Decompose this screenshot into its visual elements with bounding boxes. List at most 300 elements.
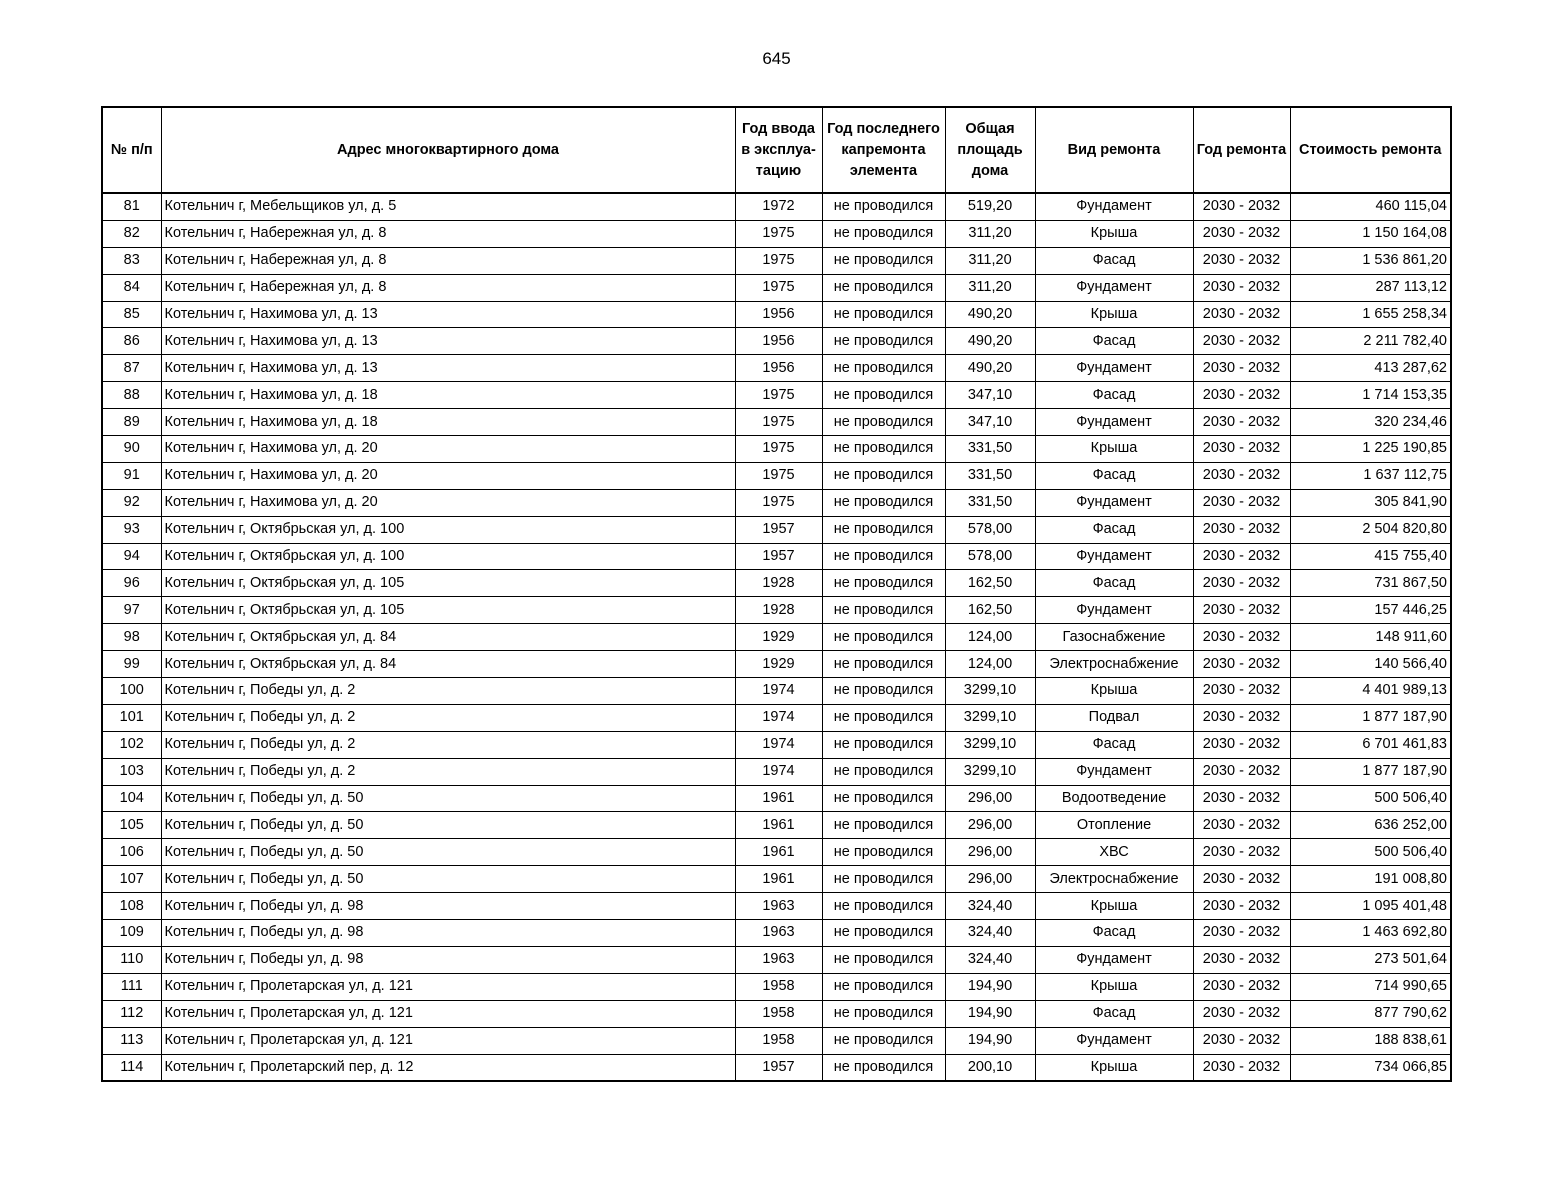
cell-year-built: 1975 xyxy=(735,274,822,301)
cell-last-repair: не проводился xyxy=(822,624,945,651)
page-number: 645 xyxy=(762,49,791,68)
cell-repair-year: 2030 - 2032 xyxy=(1193,516,1290,543)
cell-area: 162,50 xyxy=(945,597,1035,624)
cell-cost: 188 838,61 xyxy=(1290,1027,1451,1054)
cell-num: 94 xyxy=(102,543,161,570)
cell-address: Котельнич г, Нахимова ул, д. 13 xyxy=(161,355,735,382)
cell-num: 106 xyxy=(102,839,161,866)
cell-repair-type: Водоотведение xyxy=(1035,785,1193,812)
cell-last-repair: не проводился xyxy=(822,382,945,409)
cell-repair-type: ХВС xyxy=(1035,839,1193,866)
cell-year-built: 1975 xyxy=(735,382,822,409)
cell-year-built: 1974 xyxy=(735,758,822,785)
cell-year-built: 1957 xyxy=(735,516,822,543)
cell-address: Котельнич г, Победы ул, д. 2 xyxy=(161,731,735,758)
cell-last-repair: не проводился xyxy=(822,946,945,973)
cell-area: 3299,10 xyxy=(945,758,1035,785)
cell-repair-type: Крыша xyxy=(1035,436,1193,463)
cell-last-repair: не проводился xyxy=(822,489,945,516)
cell-area: 3299,10 xyxy=(945,678,1035,705)
cell-cost: 4 401 989,13 xyxy=(1290,678,1451,705)
cell-cost: 415 755,40 xyxy=(1290,543,1451,570)
table-row xyxy=(102,893,1451,920)
cell-address: Котельнич г, Набережная ул, д. 8 xyxy=(161,247,735,274)
cell-repair-year: 2030 - 2032 xyxy=(1193,543,1290,570)
cell-address: Котельнич г, Победы ул, д. 2 xyxy=(161,704,735,731)
cell-last-repair: не проводился xyxy=(822,893,945,920)
cell-area: 331,50 xyxy=(945,489,1035,516)
cell-repair-year: 2030 - 2032 xyxy=(1193,1000,1290,1027)
cell-year-built: 1963 xyxy=(735,946,822,973)
cell-repair-year: 2030 - 2032 xyxy=(1193,462,1290,489)
cell-repair-year: 2030 - 2032 xyxy=(1193,651,1290,678)
cell-area: 3299,10 xyxy=(945,704,1035,731)
cell-area: 311,20 xyxy=(945,274,1035,301)
cell-repair-type: Электроснабжение xyxy=(1035,866,1193,893)
repair-schedule-table xyxy=(101,106,1452,1082)
cell-area: 324,40 xyxy=(945,893,1035,920)
cell-year-built: 1956 xyxy=(735,355,822,382)
table-row xyxy=(102,812,1451,839)
cell-cost: 460 115,04 xyxy=(1290,193,1451,220)
cell-area: 324,40 xyxy=(945,946,1035,973)
cell-last-repair: не проводился xyxy=(822,355,945,382)
cell-repair-type: Крыша xyxy=(1035,893,1193,920)
cell-cost: 731 867,50 xyxy=(1290,570,1451,597)
cell-repair-type: Крыша xyxy=(1035,678,1193,705)
cell-repair-year: 2030 - 2032 xyxy=(1193,624,1290,651)
cell-num: 101 xyxy=(102,704,161,731)
cell-num: 93 xyxy=(102,516,161,543)
cell-repair-type: Крыша xyxy=(1035,301,1193,328)
cell-last-repair: не проводился xyxy=(822,570,945,597)
cell-address: Котельнич г, Победы ул, д. 98 xyxy=(161,946,735,973)
cell-last-repair: не проводился xyxy=(822,597,945,624)
cell-repair-type: Фундамент xyxy=(1035,946,1193,973)
cell-address: Котельнич г, Мебельщиков ул, д. 5 xyxy=(161,193,735,220)
cell-year-built: 1928 xyxy=(735,570,822,597)
cell-last-repair: не проводился xyxy=(822,274,945,301)
header-repair-type: Вид ремонта xyxy=(1035,107,1193,193)
cell-address: Котельнич г, Победы ул, д. 50 xyxy=(161,866,735,893)
cell-area: 311,20 xyxy=(945,220,1035,247)
cell-cost: 287 113,12 xyxy=(1290,274,1451,301)
cell-last-repair: не проводился xyxy=(822,731,945,758)
cell-num: 86 xyxy=(102,328,161,355)
cell-repair-year: 2030 - 2032 xyxy=(1193,1054,1290,1081)
cell-repair-year: 2030 - 2032 xyxy=(1193,758,1290,785)
cell-cost: 320 234,46 xyxy=(1290,409,1451,436)
cell-last-repair: не проводился xyxy=(822,301,945,328)
cell-area: 324,40 xyxy=(945,920,1035,947)
cell-repair-year: 2030 - 2032 xyxy=(1193,328,1290,355)
cell-area: 347,10 xyxy=(945,382,1035,409)
cell-address: Котельнич г, Победы ул, д. 50 xyxy=(161,839,735,866)
cell-year-built: 1956 xyxy=(735,301,822,328)
cell-year-built: 1961 xyxy=(735,839,822,866)
table-row xyxy=(102,301,1451,328)
cell-repair-year: 2030 - 2032 xyxy=(1193,382,1290,409)
cell-repair-year: 2030 - 2032 xyxy=(1193,274,1290,301)
cell-cost: 734 066,85 xyxy=(1290,1054,1451,1081)
header-cost: Стоимость ремонта xyxy=(1290,107,1451,193)
cell-repair-year: 2030 - 2032 xyxy=(1193,489,1290,516)
cell-area: 124,00 xyxy=(945,651,1035,678)
cell-cost: 636 252,00 xyxy=(1290,812,1451,839)
cell-address: Котельнич г, Октябрьская ул, д. 105 xyxy=(161,570,735,597)
header-address: Адрес многоквартирного дома xyxy=(161,107,735,193)
cell-repair-year: 2030 - 2032 xyxy=(1193,409,1290,436)
cell-last-repair: не проводился xyxy=(822,839,945,866)
cell-year-built: 1961 xyxy=(735,812,822,839)
cell-area: 578,00 xyxy=(945,516,1035,543)
cell-repair-type: Подвал xyxy=(1035,704,1193,731)
cell-year-built: 1961 xyxy=(735,866,822,893)
cell-year-built: 1961 xyxy=(735,785,822,812)
header-last-repair: Год последнего капремонта элемента xyxy=(822,107,945,193)
cell-repair-year: 2030 - 2032 xyxy=(1193,920,1290,947)
table-row xyxy=(102,436,1451,463)
cell-last-repair: не проводился xyxy=(822,1027,945,1054)
cell-address: Котельнич г, Победы ул, д. 50 xyxy=(161,812,735,839)
cell-num: 111 xyxy=(102,973,161,1000)
cell-last-repair: не проводился xyxy=(822,758,945,785)
table-row xyxy=(102,543,1451,570)
cell-num: 105 xyxy=(102,812,161,839)
header-repair-year: Год ремонта xyxy=(1193,107,1290,193)
header-num: № п/п xyxy=(102,107,161,193)
cell-cost: 1 225 190,85 xyxy=(1290,436,1451,463)
cell-repair-type: Фасад xyxy=(1035,382,1193,409)
cell-repair-type: Фасад xyxy=(1035,731,1193,758)
cell-address: Котельнич г, Нахимова ул, д. 13 xyxy=(161,328,735,355)
cell-area: 331,50 xyxy=(945,462,1035,489)
cell-last-repair: не проводился xyxy=(822,1000,945,1027)
cell-last-repair: не проводился xyxy=(822,436,945,463)
header-year-built: Год ввода в эксплуа-тацию xyxy=(735,107,822,193)
cell-last-repair: не проводился xyxy=(822,462,945,489)
cell-area: 124,00 xyxy=(945,624,1035,651)
cell-cost: 305 841,90 xyxy=(1290,489,1451,516)
cell-num: 88 xyxy=(102,382,161,409)
cell-year-built: 1975 xyxy=(735,436,822,463)
cell-area: 194,90 xyxy=(945,1000,1035,1027)
cell-last-repair: не проводился xyxy=(822,651,945,678)
cell-repair-year: 2030 - 2032 xyxy=(1193,301,1290,328)
cell-cost: 1 637 112,75 xyxy=(1290,462,1451,489)
cell-last-repair: не проводился xyxy=(822,409,945,436)
cell-last-repair: не проводился xyxy=(822,328,945,355)
cell-last-repair: не проводился xyxy=(822,920,945,947)
cell-cost: 2 504 820,80 xyxy=(1290,516,1451,543)
cell-address: Котельнич г, Пролетарская ул, д. 121 xyxy=(161,1000,735,1027)
cell-cost: 273 501,64 xyxy=(1290,946,1451,973)
cell-last-repair: не проводился xyxy=(822,516,945,543)
cell-repair-type: Фасад xyxy=(1035,920,1193,947)
cell-year-built: 1975 xyxy=(735,247,822,274)
cell-repair-year: 2030 - 2032 xyxy=(1193,946,1290,973)
cell-repair-type: Фундамент xyxy=(1035,274,1193,301)
cell-num: 100 xyxy=(102,678,161,705)
cell-year-built: 1974 xyxy=(735,678,822,705)
table-row xyxy=(102,489,1451,516)
table-row xyxy=(102,920,1451,947)
cell-num: 85 xyxy=(102,301,161,328)
cell-num: 98 xyxy=(102,624,161,651)
cell-area: 490,20 xyxy=(945,328,1035,355)
cell-repair-year: 2030 - 2032 xyxy=(1193,355,1290,382)
cell-repair-type: Фундамент xyxy=(1035,597,1193,624)
cell-cost: 413 287,62 xyxy=(1290,355,1451,382)
cell-repair-type: Фундамент xyxy=(1035,355,1193,382)
cell-area: 200,10 xyxy=(945,1054,1035,1081)
cell-num: 107 xyxy=(102,866,161,893)
cell-address: Котельнич г, Нахимова ул, д. 20 xyxy=(161,436,735,463)
cell-num: 97 xyxy=(102,597,161,624)
cell-last-repair: не проводился xyxy=(822,785,945,812)
cell-repair-year: 2030 - 2032 xyxy=(1193,731,1290,758)
cell-num: 114 xyxy=(102,1054,161,1081)
table-row xyxy=(102,597,1451,624)
cell-num: 110 xyxy=(102,946,161,973)
cell-repair-year: 2030 - 2032 xyxy=(1193,1027,1290,1054)
cell-repair-type: Фасад xyxy=(1035,570,1193,597)
cell-area: 296,00 xyxy=(945,785,1035,812)
cell-cost: 1 463 692,80 xyxy=(1290,920,1451,947)
cell-repair-type: Фасад xyxy=(1035,247,1193,274)
cell-year-built: 1929 xyxy=(735,651,822,678)
cell-address: Котельнич г, Победы ул, д. 2 xyxy=(161,758,735,785)
table-row xyxy=(102,328,1451,355)
cell-address: Котельнич г, Победы ул, д. 98 xyxy=(161,893,735,920)
cell-repair-type: Газоснабжение xyxy=(1035,624,1193,651)
cell-repair-year: 2030 - 2032 xyxy=(1193,839,1290,866)
table-row xyxy=(102,570,1451,597)
table-row xyxy=(102,274,1451,301)
cell-repair-year: 2030 - 2032 xyxy=(1193,785,1290,812)
cell-last-repair: не проводился xyxy=(822,973,945,1000)
cell-num: 82 xyxy=(102,220,161,247)
cell-num: 113 xyxy=(102,1027,161,1054)
cell-address: Котельнич г, Нахимова ул, д. 13 xyxy=(161,301,735,328)
cell-num: 83 xyxy=(102,247,161,274)
table-row xyxy=(102,946,1451,973)
cell-year-built: 1974 xyxy=(735,731,822,758)
table-row xyxy=(102,516,1451,543)
cell-area: 311,20 xyxy=(945,247,1035,274)
cell-num: 102 xyxy=(102,731,161,758)
cell-repair-year: 2030 - 2032 xyxy=(1193,704,1290,731)
cell-num: 103 xyxy=(102,758,161,785)
cell-repair-year: 2030 - 2032 xyxy=(1193,678,1290,705)
cell-address: Котельнич г, Набережная ул, д. 8 xyxy=(161,220,735,247)
cell-area: 578,00 xyxy=(945,543,1035,570)
cell-year-built: 1929 xyxy=(735,624,822,651)
cell-repair-year: 2030 - 2032 xyxy=(1193,436,1290,463)
cell-repair-type: Фасад xyxy=(1035,328,1193,355)
cell-address: Котельнич г, Октябрьская ул, д. 100 xyxy=(161,543,735,570)
cell-cost: 140 566,40 xyxy=(1290,651,1451,678)
cell-num: 92 xyxy=(102,489,161,516)
cell-address: Котельнич г, Пролетарская ул, д. 121 xyxy=(161,1027,735,1054)
cell-year-built: 1963 xyxy=(735,893,822,920)
cell-area: 3299,10 xyxy=(945,731,1035,758)
cell-num: 91 xyxy=(102,462,161,489)
cell-area: 347,10 xyxy=(945,409,1035,436)
header-row xyxy=(102,107,1451,193)
cell-cost: 1 536 861,20 xyxy=(1290,247,1451,274)
table-body xyxy=(102,193,1451,1081)
cell-repair-year: 2030 - 2032 xyxy=(1193,893,1290,920)
cell-cost: 500 506,40 xyxy=(1290,785,1451,812)
cell-address: Котельнич г, Нахимова ул, д. 20 xyxy=(161,462,735,489)
cell-cost: 1 095 401,48 xyxy=(1290,893,1451,920)
cell-repair-year: 2030 - 2032 xyxy=(1193,812,1290,839)
cell-repair-year: 2030 - 2032 xyxy=(1193,570,1290,597)
cell-cost: 1 877 187,90 xyxy=(1290,758,1451,785)
cell-area: 331,50 xyxy=(945,436,1035,463)
cell-address: Котельнич г, Победы ул, д. 50 xyxy=(161,785,735,812)
cell-repair-type: Отопление xyxy=(1035,812,1193,839)
cell-year-built: 1958 xyxy=(735,1027,822,1054)
cell-repair-type: Фундамент xyxy=(1035,543,1193,570)
cell-year-built: 1974 xyxy=(735,704,822,731)
cell-year-built: 1975 xyxy=(735,220,822,247)
cell-num: 96 xyxy=(102,570,161,597)
cell-num: 81 xyxy=(102,193,161,220)
cell-year-built: 1957 xyxy=(735,543,822,570)
table-row xyxy=(102,731,1451,758)
cell-cost: 191 008,80 xyxy=(1290,866,1451,893)
table-row xyxy=(102,1054,1451,1081)
cell-year-built: 1956 xyxy=(735,328,822,355)
cell-year-built: 1928 xyxy=(735,597,822,624)
cell-area: 296,00 xyxy=(945,812,1035,839)
cell-year-built: 1957 xyxy=(735,1054,822,1081)
cell-last-repair: не проводился xyxy=(822,812,945,839)
cell-num: 109 xyxy=(102,920,161,947)
cell-num: 112 xyxy=(102,1000,161,1027)
cell-address: Котельнич г, Нахимова ул, д. 20 xyxy=(161,489,735,516)
cell-last-repair: не проводился xyxy=(822,704,945,731)
table-row xyxy=(102,678,1451,705)
cell-repair-type: Фундамент xyxy=(1035,758,1193,785)
cell-year-built: 1975 xyxy=(735,409,822,436)
table-row xyxy=(102,624,1451,651)
cell-area: 296,00 xyxy=(945,866,1035,893)
cell-cost: 6 701 461,83 xyxy=(1290,731,1451,758)
cell-repair-type: Крыша xyxy=(1035,973,1193,1000)
cell-cost: 148 911,60 xyxy=(1290,624,1451,651)
cell-address: Котельнич г, Набережная ул, д. 8 xyxy=(161,274,735,301)
cell-year-built: 1972 xyxy=(735,193,822,220)
cell-repair-year: 2030 - 2032 xyxy=(1193,193,1290,220)
cell-last-repair: не проводился xyxy=(822,247,945,274)
cell-address: Котельнич г, Нахимова ул, д. 18 xyxy=(161,382,735,409)
cell-repair-year: 2030 - 2032 xyxy=(1193,247,1290,274)
table-row xyxy=(102,973,1451,1000)
cell-year-built: 1963 xyxy=(735,920,822,947)
cell-num: 104 xyxy=(102,785,161,812)
table-header xyxy=(102,107,1451,193)
cell-num: 99 xyxy=(102,651,161,678)
table-row xyxy=(102,758,1451,785)
cell-cost: 1 655 258,34 xyxy=(1290,301,1451,328)
cell-cost: 1 150 164,08 xyxy=(1290,220,1451,247)
table-row xyxy=(102,785,1451,812)
cell-area: 194,90 xyxy=(945,1027,1035,1054)
table-row xyxy=(102,462,1451,489)
cell-area: 296,00 xyxy=(945,839,1035,866)
cell-repair-type: Фундамент xyxy=(1035,409,1193,436)
cell-cost: 500 506,40 xyxy=(1290,839,1451,866)
cell-last-repair: не проводился xyxy=(822,543,945,570)
cell-area: 490,20 xyxy=(945,355,1035,382)
cell-num: 108 xyxy=(102,893,161,920)
cell-last-repair: не проводился xyxy=(822,220,945,247)
cell-year-built: 1958 xyxy=(735,1000,822,1027)
cell-repair-type: Крыша xyxy=(1035,220,1193,247)
cell-num: 87 xyxy=(102,355,161,382)
cell-repair-type: Фасад xyxy=(1035,1000,1193,1027)
table-row xyxy=(102,704,1451,731)
cell-area: 519,20 xyxy=(945,193,1035,220)
cell-cost: 714 990,65 xyxy=(1290,973,1451,1000)
cell-address: Котельнич г, Октябрьская ул, д. 84 xyxy=(161,624,735,651)
table-row xyxy=(102,1027,1451,1054)
cell-cost: 1 714 153,35 xyxy=(1290,382,1451,409)
cell-repair-year: 2030 - 2032 xyxy=(1193,973,1290,1000)
table-row xyxy=(102,382,1451,409)
cell-address: Котельнич г, Октябрьская ул, д. 84 xyxy=(161,651,735,678)
cell-area: 162,50 xyxy=(945,570,1035,597)
table-row xyxy=(102,1000,1451,1027)
table-row xyxy=(102,839,1451,866)
cell-address: Котельнич г, Пролетарский пер, д. 12 xyxy=(161,1054,735,1081)
cell-last-repair: не проводился xyxy=(822,866,945,893)
cell-address: Котельнич г, Октябрьская ул, д. 105 xyxy=(161,597,735,624)
cell-last-repair: не проводился xyxy=(822,1054,945,1081)
cell-address: Котельнич г, Победы ул, д. 98 xyxy=(161,920,735,947)
cell-repair-type: Фасад xyxy=(1035,462,1193,489)
cell-repair-type: Фасад xyxy=(1035,516,1193,543)
cell-cost: 877 790,62 xyxy=(1290,1000,1451,1027)
table-row xyxy=(102,193,1451,220)
cell-year-built: 1975 xyxy=(735,489,822,516)
table-row xyxy=(102,355,1451,382)
cell-cost: 157 446,25 xyxy=(1290,597,1451,624)
table-row xyxy=(102,866,1451,893)
table-row xyxy=(102,247,1451,274)
cell-last-repair: не проводился xyxy=(822,193,945,220)
table-row xyxy=(102,409,1451,436)
cell-cost: 2 211 782,40 xyxy=(1290,328,1451,355)
cell-num: 89 xyxy=(102,409,161,436)
cell-num: 84 xyxy=(102,274,161,301)
cell-cost: 1 877 187,90 xyxy=(1290,704,1451,731)
cell-year-built: 1958 xyxy=(735,973,822,1000)
cell-last-repair: не проводился xyxy=(822,678,945,705)
cell-year-built: 1975 xyxy=(735,462,822,489)
cell-repair-year: 2030 - 2032 xyxy=(1193,866,1290,893)
cell-area: 194,90 xyxy=(945,973,1035,1000)
header-area: Общая площадь дома xyxy=(945,107,1035,193)
table-row xyxy=(102,220,1451,247)
cell-repair-type: Фундамент xyxy=(1035,193,1193,220)
cell-address: Котельнич г, Победы ул, д. 2 xyxy=(161,678,735,705)
cell-repair-type: Фундамент xyxy=(1035,489,1193,516)
cell-address: Котельнич г, Октябрьская ул, д. 100 xyxy=(161,516,735,543)
